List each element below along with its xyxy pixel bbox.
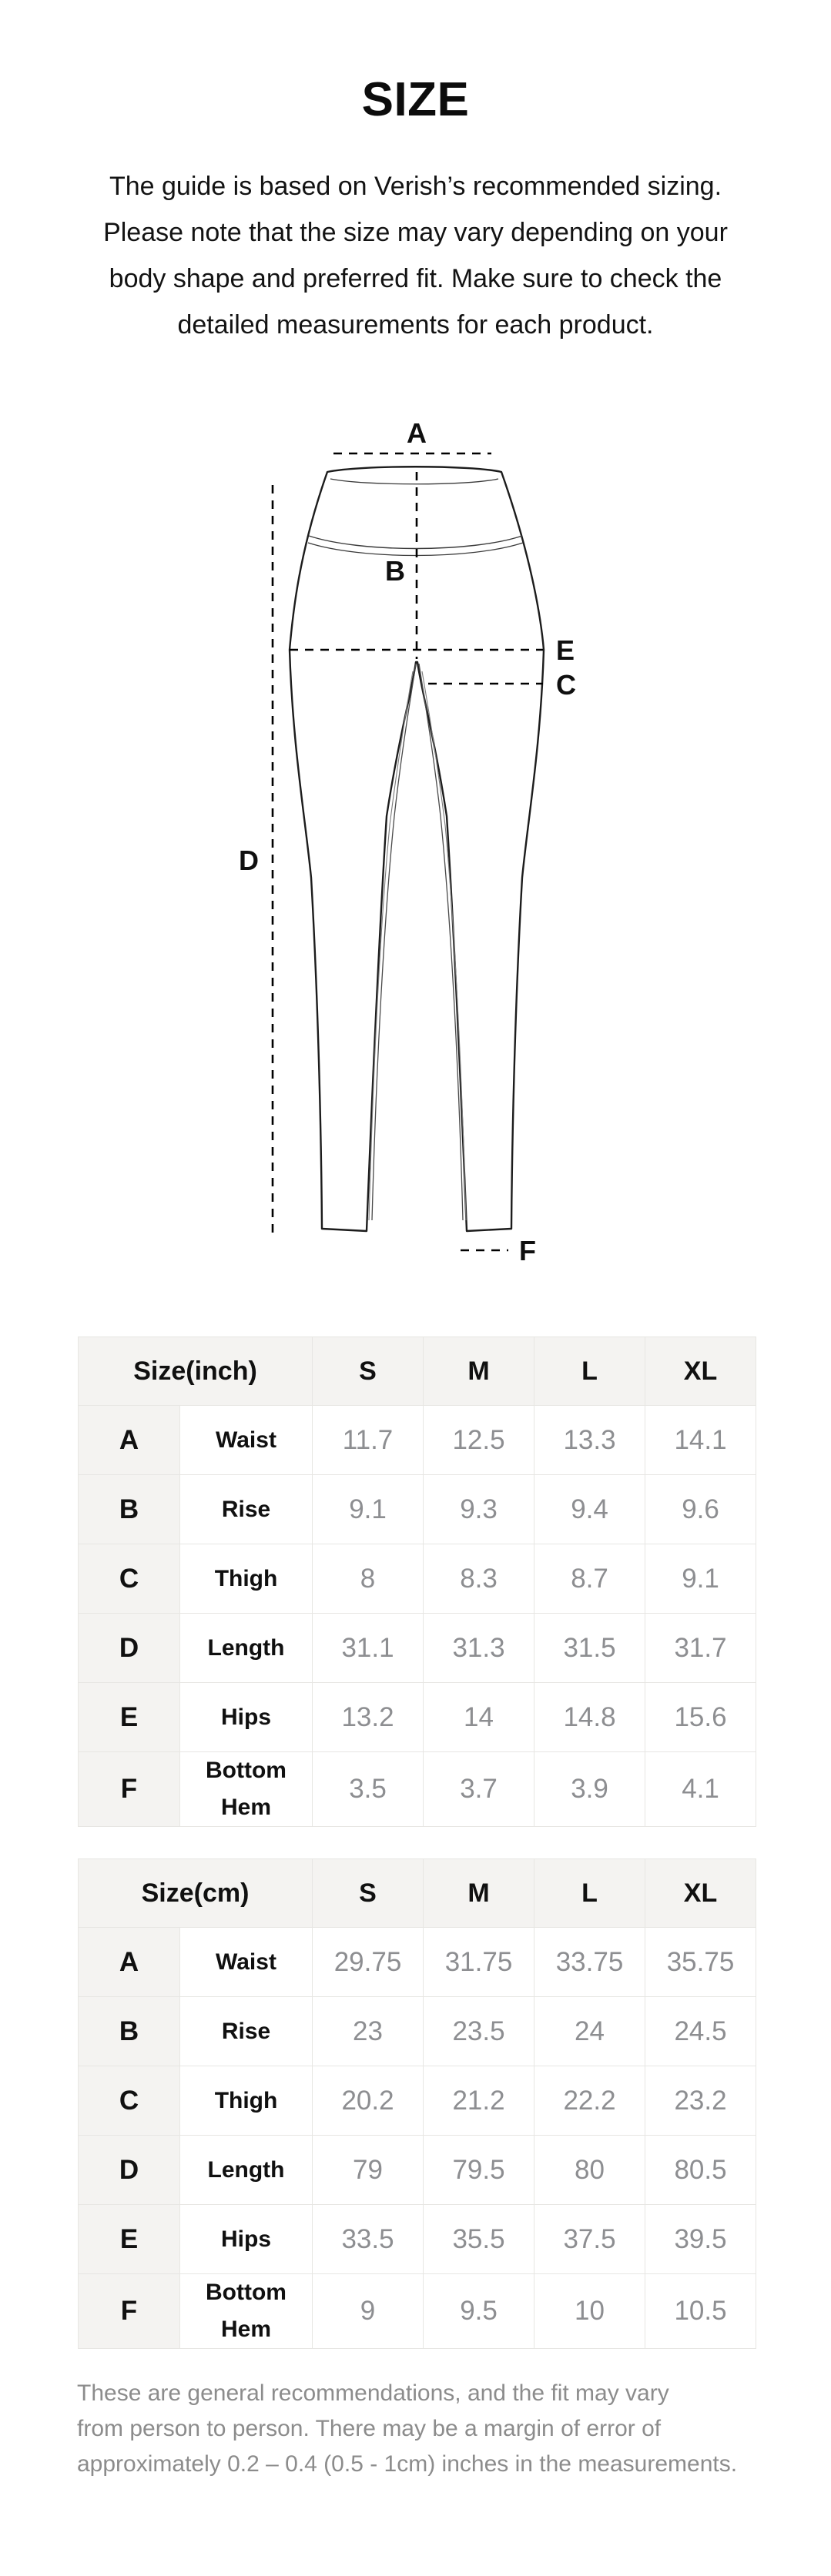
row-label — [180, 1997, 313, 2066]
cell-value: 29.75 — [313, 1928, 424, 1997]
row-label-text: Bottom Hem — [206, 1758, 286, 1820]
intro-line: Please note that the size may vary depending on your — [103, 218, 728, 247]
row-label-text: Rise — [221, 1496, 271, 1522]
row-label-text: Rise — [221, 2018, 271, 2044]
row-label-text: Thigh — [214, 2087, 278, 2113]
row-label — [180, 2205, 313, 2274]
cell-value: 3.5 — [313, 1752, 424, 1827]
diagram-label-waist: A — [407, 417, 427, 449]
cell-value: 39.5 — [645, 2205, 756, 2274]
cell-value: 23.2 — [645, 2066, 756, 2136]
diagram-label-rise: B — [385, 555, 405, 587]
cell-value: 9.1 — [645, 1544, 756, 1614]
row-letter: E — [79, 1683, 180, 1752]
cell-value: 3.7 — [424, 1752, 534, 1827]
footer-note — [77, 2376, 778, 2482]
table-header-row — [79, 1337, 756, 1406]
row-label — [180, 1475, 313, 1544]
table-row-rise — [79, 1475, 756, 1544]
row-label-text: Hips — [221, 2226, 272, 2252]
cell-value: 79.5 — [424, 2136, 534, 2205]
cell-value: 21.2 — [424, 2066, 534, 2136]
cell-value: 80 — [534, 2136, 645, 2205]
cell-value: 8.7 — [534, 1544, 645, 1614]
cell-value: 20.2 — [313, 2066, 424, 2136]
cell-value: 14.8 — [534, 1683, 645, 1752]
cell-value: 9 — [313, 2274, 424, 2349]
row-letter: C — [79, 2066, 180, 2136]
table-row-waist — [79, 1406, 756, 1475]
row-letter: A — [79, 1406, 180, 1475]
gusset-seam-left-outer — [369, 671, 413, 1220]
col-header-xl: XL — [645, 1337, 756, 1406]
row-label — [180, 1928, 313, 1997]
cell-value: 23.5 — [424, 1997, 534, 2066]
size-table-cm — [78, 1858, 756, 2349]
table-row-length — [79, 1614, 756, 1683]
row-label-text: Hips — [221, 1704, 272, 1730]
cell-value: 9.3 — [424, 1475, 534, 1544]
diagram-label-bottom-hem: F — [519, 1235, 536, 1266]
cell-value: 8 — [313, 1544, 424, 1614]
row-label-text: Waist — [216, 1949, 276, 1975]
table-row-bottom-hem — [79, 1752, 756, 1827]
row-letter: F — [79, 1752, 180, 1827]
cell-value: 9.6 — [645, 1475, 756, 1544]
cell-value: 8.3 — [424, 1544, 534, 1614]
cell-value: 31.1 — [313, 1614, 424, 1683]
row-label-text: Length — [207, 2156, 285, 2183]
intro-line: The guide is based on Verish’s recommended sizing. — [109, 172, 722, 201]
diagram-label-thigh: C — [556, 669, 576, 701]
col-header-m: M — [424, 1859, 534, 1928]
cell-value: 9.1 — [313, 1475, 424, 1544]
cell-value: 31.3 — [424, 1614, 534, 1683]
row-label-text: Thigh — [214, 1565, 278, 1591]
table-row-waist — [79, 1928, 756, 1997]
cell-value: 24.5 — [645, 1997, 756, 2066]
col-header-l: L — [534, 1859, 645, 1928]
table-row-thigh — [79, 2066, 756, 2136]
cell-value: 3.9 — [534, 1752, 645, 1827]
cell-value: 37.5 — [534, 2205, 645, 2274]
table-row-bottom-hem — [79, 2274, 756, 2349]
row-label — [180, 2066, 313, 2136]
row-letter: D — [79, 2136, 180, 2205]
cell-value: 35.75 — [645, 1928, 756, 1997]
row-label — [180, 1544, 313, 1614]
row-label — [180, 1406, 313, 1475]
col-header-s: S — [313, 1859, 424, 1928]
cell-value: 13.3 — [534, 1406, 645, 1475]
table-row-length — [79, 2136, 756, 2205]
cell-value: 9.4 — [534, 1475, 645, 1544]
cell-value: 12.5 — [424, 1406, 534, 1475]
row-label-text: Length — [207, 1634, 285, 1661]
cell-value: 24 — [534, 1997, 645, 2066]
row-label — [180, 1683, 313, 1752]
size-table-inch — [78, 1337, 756, 1827]
cell-value: 13.2 — [313, 1683, 424, 1752]
row-letter: E — [79, 2205, 180, 2274]
cell-value: 80.5 — [645, 2136, 756, 2205]
unit-header-cell: Size(cm) — [79, 1859, 313, 1928]
col-header-s: S — [313, 1337, 424, 1406]
footer-line: from person to person. There may be a margin of error of — [77, 2416, 662, 2441]
cell-value: 14 — [424, 1683, 534, 1752]
row-letter: C — [79, 1544, 180, 1614]
row-label — [180, 2274, 313, 2349]
table-row-hips — [79, 2205, 756, 2274]
cell-value: 11.7 — [313, 1406, 424, 1475]
unit-header-cell: Size(inch) — [79, 1337, 313, 1406]
row-label-text: Bottom Hem — [206, 2280, 286, 2342]
cell-value: 35.5 — [424, 2205, 534, 2274]
cell-value: 33.5 — [313, 2205, 424, 2274]
cell-value: 33.75 — [534, 1928, 645, 1997]
col-header-l: L — [534, 1337, 645, 1406]
cell-value: 15.6 — [645, 1683, 756, 1752]
row-label-text: Waist — [216, 1427, 276, 1453]
leggings-measurement-diagram — [222, 385, 610, 1278]
cell-value: 9.5 — [424, 2274, 534, 2349]
row-letter: B — [79, 1475, 180, 1544]
cell-value: 31.7 — [645, 1614, 756, 1683]
table-row-thigh — [79, 1544, 756, 1614]
cell-value: 22.2 — [534, 2066, 645, 2136]
row-label — [180, 1752, 313, 1827]
row-letter: F — [79, 2274, 180, 2349]
cell-value: 10.5 — [645, 2274, 756, 2349]
row-letter: A — [79, 1928, 180, 1997]
intro-line: detailed measurements for each product. — [177, 310, 654, 340]
intro-text — [0, 163, 831, 348]
row-label — [180, 2136, 313, 2205]
intro-line: body shape and preferred fit. Make sure to check the — [109, 264, 722, 293]
table-header-row — [79, 1859, 756, 1928]
page-title: SIZE — [361, 73, 470, 126]
diagram-label-length: D — [239, 845, 259, 876]
waistband-bottom-seam — [309, 536, 522, 549]
col-header-xl: XL — [645, 1859, 756, 1928]
cell-value: 14.1 — [645, 1406, 756, 1475]
row-label — [180, 1614, 313, 1683]
col-header-m: M — [424, 1337, 534, 1406]
gusset-seam-right-outer — [422, 671, 466, 1220]
cell-value: 31.75 — [424, 1928, 534, 1997]
table-row-hips — [79, 1683, 756, 1752]
gusset-seam-right — [419, 664, 463, 1220]
cell-value: 4.1 — [645, 1752, 756, 1827]
cell-value: 10 — [534, 2274, 645, 2349]
cell-value: 31.5 — [534, 1614, 645, 1683]
diagram-label-hips: E — [556, 634, 575, 666]
waistband-bottom-seam-inner — [308, 543, 523, 556]
footer-line: approximately 0.2 – 0.4 (0.5 - 1cm) inches in the measurements. — [77, 2451, 738, 2477]
footer-line: These are general recommendations, and the fit may vary — [77, 2380, 669, 2406]
cell-value: 79 — [313, 2136, 424, 2205]
row-letter: D — [79, 1614, 180, 1683]
cell-value: 23 — [313, 1997, 424, 2066]
waistband-top-seam — [330, 479, 498, 484]
table-row-rise — [79, 1997, 756, 2066]
row-letter: B — [79, 1997, 180, 2066]
